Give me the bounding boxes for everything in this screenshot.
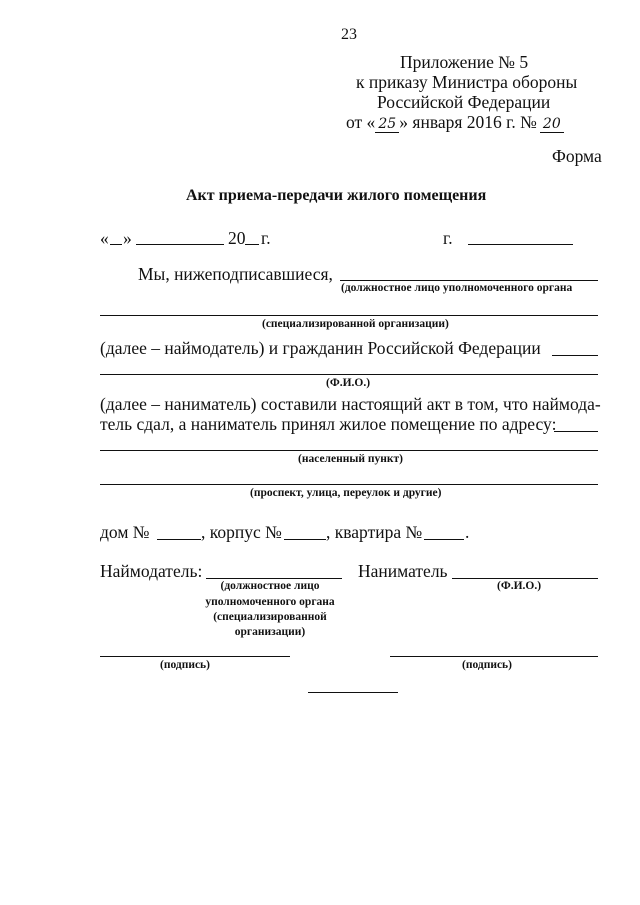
year-suffix: г.	[261, 228, 271, 248]
form-label: Форма	[552, 146, 602, 166]
hint-organization: (специализированной организации)	[262, 318, 449, 330]
building-blank[interactable]	[284, 539, 326, 540]
tenant-label: Наниматель	[358, 561, 448, 581]
landlord-text: (далее – наймодатель) и гражданин Российской Федерации	[100, 338, 541, 358]
handwritten-number: 20	[540, 116, 564, 133]
organization-blank[interactable]	[100, 315, 598, 316]
hint-fio: (Ф.И.О.)	[326, 377, 371, 389]
signature-hint-right: (подпись)	[462, 659, 512, 671]
hint-street: (проспект, улица, переулок и другие)	[250, 487, 442, 499]
apartment-blank[interactable]	[424, 539, 464, 540]
citizen-blank[interactable]	[552, 355, 598, 356]
end-rule	[308, 692, 398, 693]
date-open-quote: «	[100, 228, 109, 248]
tenant-signature-line[interactable]	[390, 656, 598, 657]
body-line-2: тель сдал, а наниматель принял жилое помещение по адресу:	[100, 414, 557, 434]
building-label: , корпус №	[201, 522, 282, 542]
intro-text: Мы, нижеподписавшиеся,	[138, 264, 333, 284]
signature-hint-left: (подпись)	[160, 659, 210, 671]
appendix-date-line	[346, 112, 564, 133]
appendix-order-line: к приказу Министра обороны	[356, 72, 578, 92]
month-blank[interactable]	[136, 244, 224, 245]
document-title: Акт приема-передачи жилого помещения	[186, 187, 487, 204]
landlord-official-blank[interactable]	[206, 578, 342, 579]
tenant-hint: (Ф.И.О.)	[497, 580, 542, 592]
landlord-hint-4: организации)	[234, 626, 306, 638]
landlord-hint-3: (специализированной	[213, 611, 327, 623]
date-close-quote: »	[123, 228, 132, 248]
landlord-hint-2: уполномоченного органа	[205, 596, 335, 608]
landlord-hint-1: (должностное лицо	[220, 580, 320, 592]
page-number: 23	[341, 26, 357, 43]
hint-official: (должностное лицо уполномоченного органа	[341, 282, 573, 294]
city-prefix: г.	[443, 228, 453, 248]
tenant-fio-blank[interactable]	[452, 578, 598, 579]
landlord-label: Наймодатель:	[100, 561, 203, 581]
hint-locality: (населенный пункт)	[298, 453, 403, 465]
city-blank[interactable]	[468, 244, 573, 245]
locality-blank[interactable]	[100, 450, 598, 451]
appendix-federation-line: Российской Федерации	[377, 92, 551, 112]
date-prefix: от «	[346, 112, 376, 132]
house-label: дом №	[100, 522, 150, 542]
handwritten-day: 25	[375, 116, 399, 133]
fio-blank[interactable]	[100, 374, 598, 375]
address-blank[interactable]	[554, 431, 598, 432]
appendix-title: Приложение № 5	[400, 52, 529, 72]
year-prefix: 20	[228, 228, 246, 248]
street-blank[interactable]	[100, 484, 598, 485]
apartment-label: , квартира №	[326, 522, 423, 542]
address-end: .	[465, 522, 470, 542]
day-blank[interactable]	[110, 244, 122, 245]
landlord-signature-line[interactable]	[100, 656, 290, 657]
official-blank[interactable]	[340, 280, 598, 281]
year-blank[interactable]	[245, 244, 259, 245]
date-mid: » января 2016 г. №	[399, 112, 537, 132]
house-blank[interactable]	[157, 539, 201, 540]
body-line-1: (далее – наниматель) составили настоящий акт в том, что наймода-	[100, 394, 601, 414]
